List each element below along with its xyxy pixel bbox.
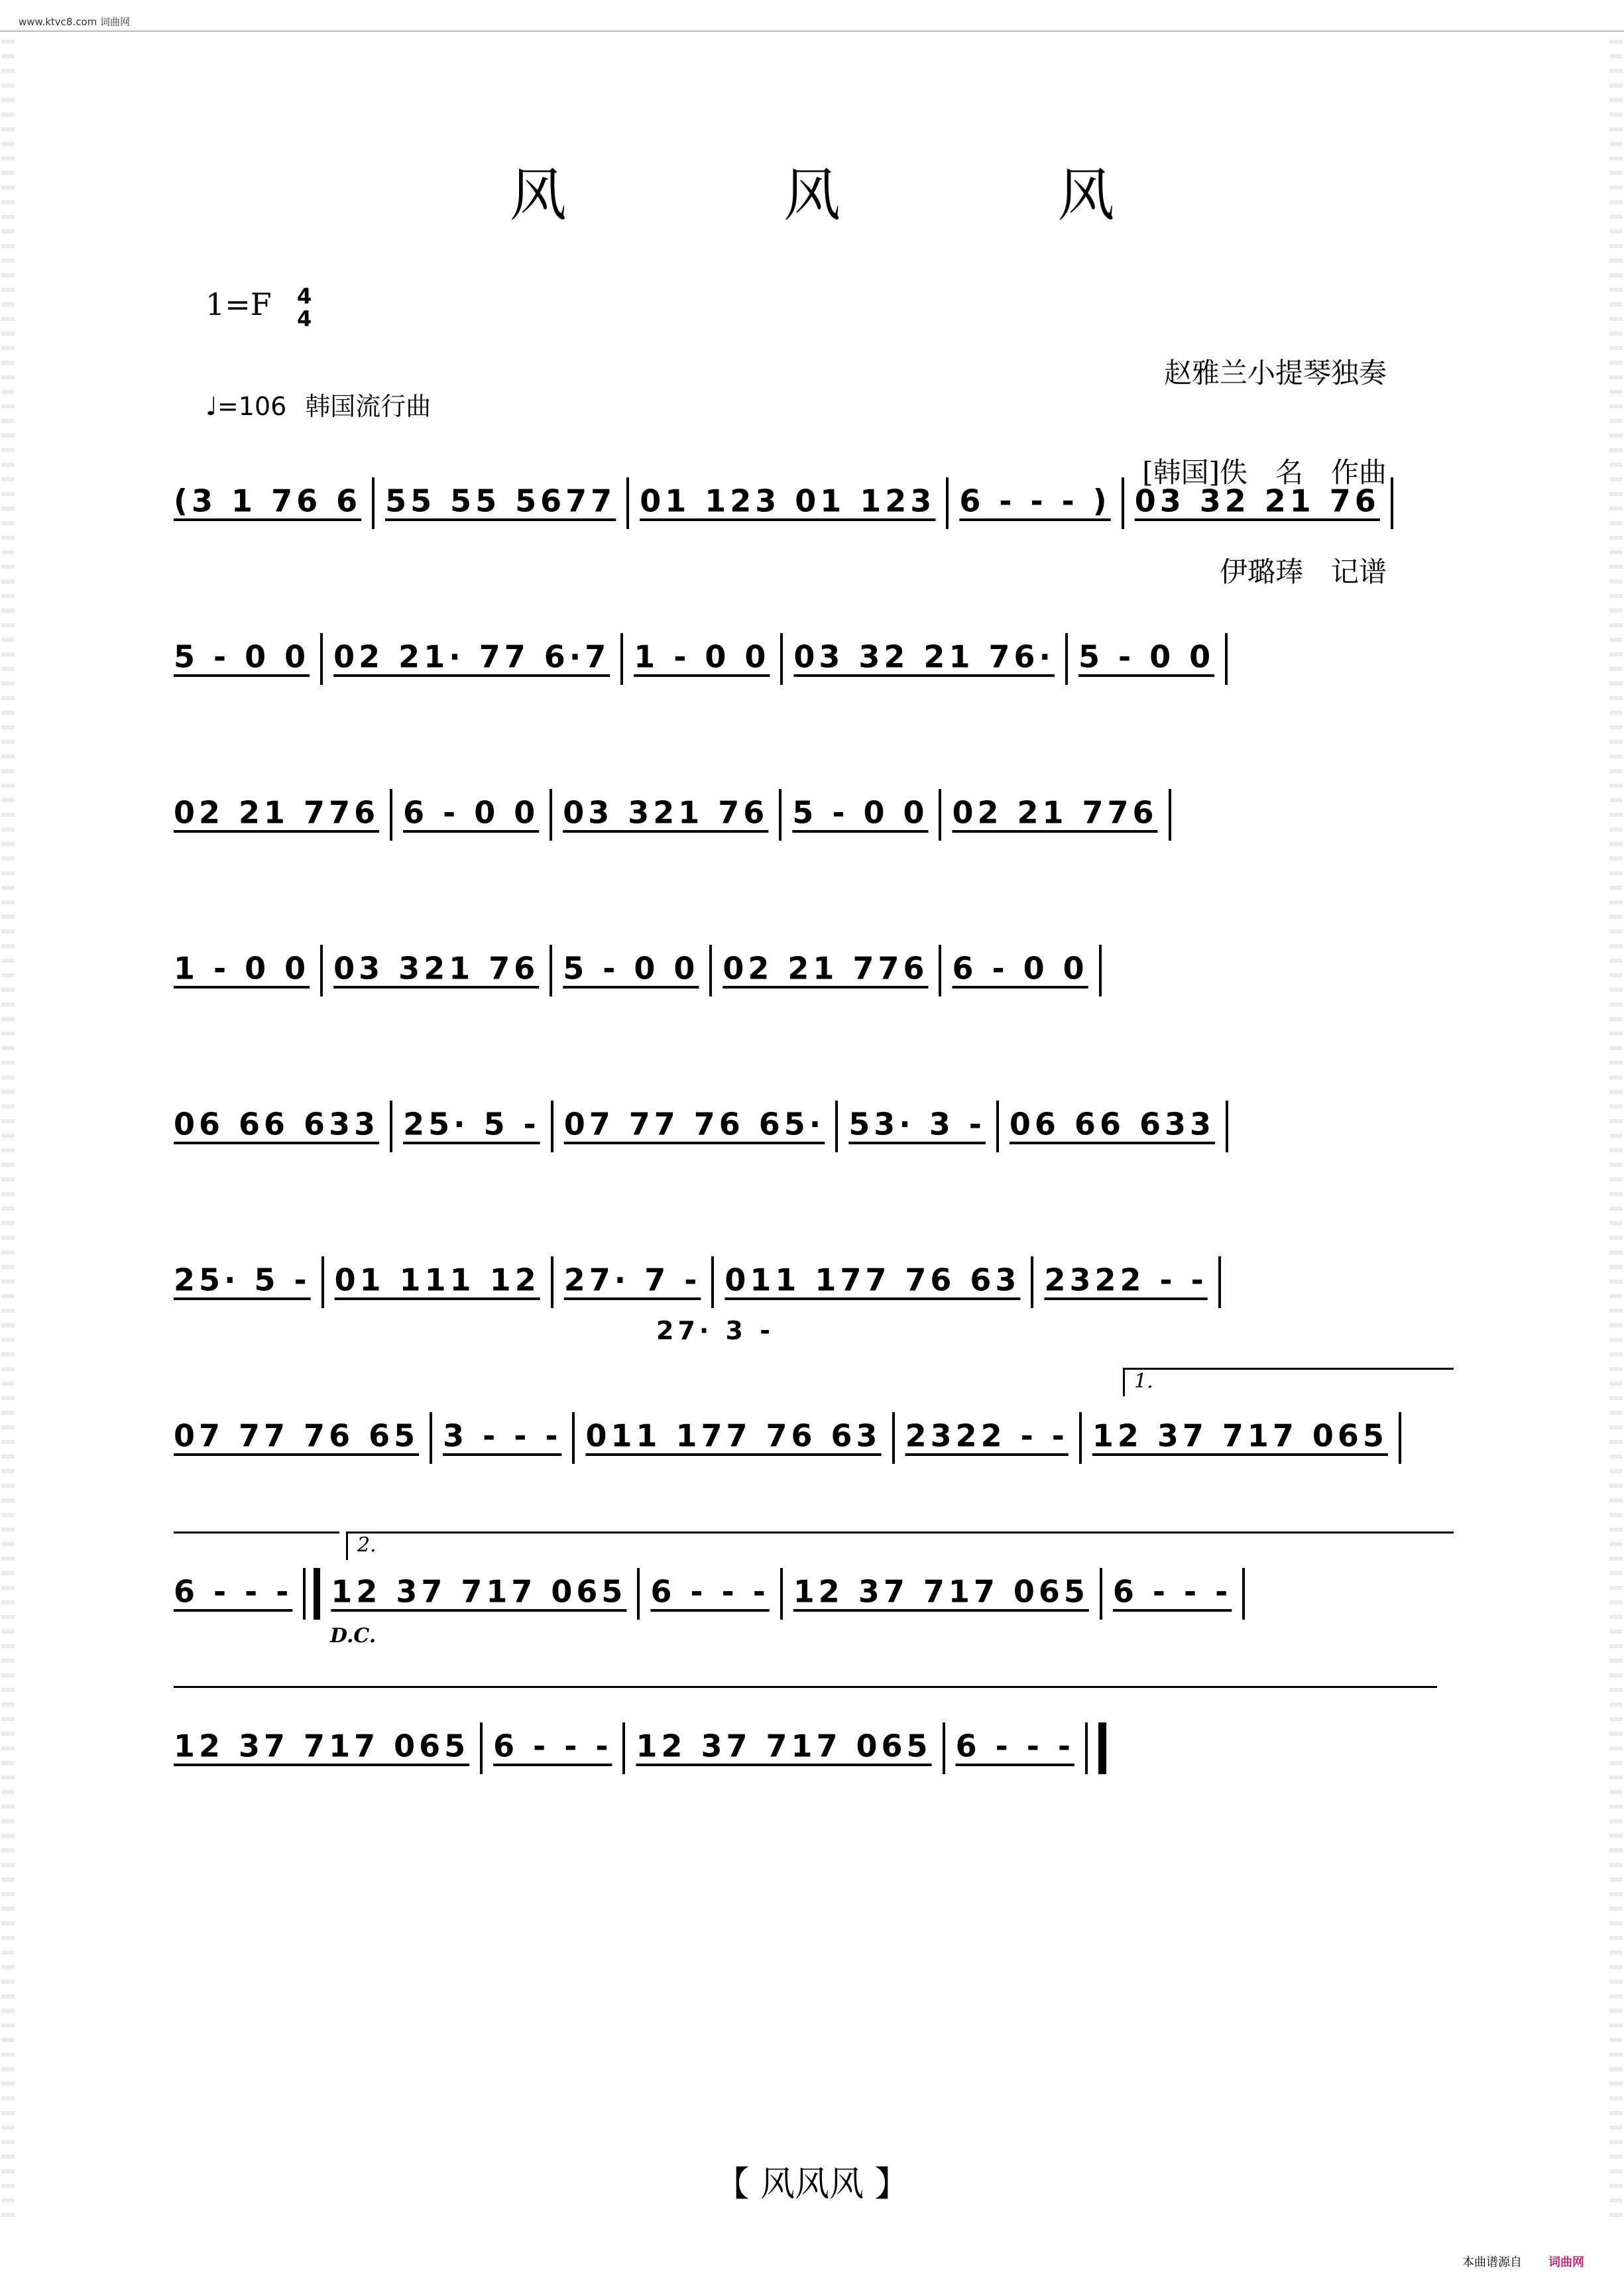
bar-line [572,1412,575,1464]
measure: 5 - 0 0 [792,794,929,831]
measure: 6 - - - ) [959,483,1111,519]
bar-line [320,945,323,996]
measure: 12 37 717 065 [331,1573,627,1610]
measure: 6 - - - [650,1573,770,1610]
left-watermark-strip [1,40,15,2228]
bar-line [1218,1256,1221,1308]
volta-2-label: 2. [357,1533,377,1557]
measure: 12 37 717 065 [1092,1417,1388,1454]
footer-title: 【 风风风 】 [715,2165,909,2204]
measure: 6 - 0 0 [403,794,540,831]
bar-line [711,1256,714,1308]
bar-line [626,477,629,529]
measure: 25· 5 - [403,1106,540,1142]
score-line [174,1568,1458,1620]
site-header: www.ktvc8.com 词曲网 [19,16,131,28]
score-line [174,789,1458,841]
tempo-mark: ♩=106 [205,392,287,421]
measure: 03 321 76 [333,950,540,987]
score-line [174,1101,1458,1152]
measure: 011 177 76 63 [585,1417,882,1454]
measure: 1 - 0 0 [634,638,770,675]
measure: 03 321 76 [563,794,769,831]
score-line [174,633,1458,685]
bar-line [550,789,552,841]
measure: 03 32 21 76· [793,638,1055,675]
measure: 07 77 76 65· [563,1106,825,1142]
score-line [174,1256,1458,1308]
header-divider [0,30,1624,32]
measure: 12 37 717 065 [793,1573,1089,1610]
measure: 53· 3 - [848,1106,986,1142]
bar-line [1100,1568,1102,1620]
measure: 5 - 0 0 [174,638,310,675]
score-line [174,945,1458,996]
bar-line [620,633,623,685]
time-signature-bottom: 4 [297,306,312,331]
measure: 06 66 633 [174,1106,380,1142]
measure: 01 123 01 123 [640,483,936,519]
bar-line [780,633,783,685]
measure: 1 - 0 0 [174,950,310,987]
score-line [174,1412,1458,1464]
alternate-ending-line: 27· 3 - [656,1316,774,1345]
site-logo: 词曲网 [1548,2255,1584,2269]
bar-line [1242,1568,1245,1620]
tempo-line [205,386,431,422]
bar-line [1399,1412,1401,1464]
measure: 5 - 0 0 [1078,638,1215,675]
volta-1-continuation [174,1532,339,1533]
credit-performer: 赵雅兰小提琴独奏 [1163,357,1387,389]
bar-line [780,1568,783,1620]
measure: 03 32 21 76 [1134,483,1380,519]
measure: 02 21 776 [174,794,380,831]
bar-line [779,789,782,841]
measure: 6 - - - [955,1728,1074,1764]
measure: 2322 - - [905,1417,1069,1454]
measure: 02 21· 77 6·7 [333,638,610,675]
source-text: 本曲谱源自 [1462,2255,1522,2269]
bar-line [372,477,375,529]
bar-line [430,1412,432,1464]
bar-line [1099,945,1102,996]
measure: 6 - 0 0 [952,950,1088,987]
bar-line [709,945,712,996]
bar-line [622,1722,625,1774]
bar-line [1122,477,1124,529]
measure: 6 - - - [174,1573,293,1610]
measure: 02 21 776 [723,950,929,987]
genre-label: 韩国流行曲 [305,392,432,421]
bar-line [550,945,552,996]
measure: 02 21 776 [952,794,1158,831]
credit-composer: [韩国]佚 名 作曲 [1142,456,1387,489]
volta-2-bracket [346,1532,1454,1560]
time-signature [297,285,312,330]
measure: 6 - - - [1112,1573,1232,1610]
bar-line [939,789,941,841]
final-bar-line [1098,1722,1106,1774]
source-note [1462,2253,1584,2270]
bar-line [1065,633,1068,685]
bar-line [1226,1101,1228,1152]
measure: 2322 - - [1044,1262,1208,1298]
measure: 5 - 0 0 [563,950,699,987]
key-signature: 1=F [205,286,272,322]
measure: 01 111 12 [334,1262,540,1298]
song-title: 风 风 风 [509,162,1214,229]
volta-1-label: 1. [1134,1370,1153,1393]
bar-line [390,789,392,841]
bar-line [480,1722,483,1774]
measure: 55 55 5677 [385,483,616,519]
bar-line [1225,633,1228,685]
measure: 06 66 633 [1009,1106,1215,1142]
measure: 07 77 76 65 [174,1417,420,1454]
measure: 3 - - - [443,1417,562,1454]
measure: 12 37 717 065 [636,1728,932,1764]
score-line [174,477,1458,529]
measure: 6 - - - [493,1728,612,1764]
bar-line [1031,1256,1033,1308]
bar-line [1391,477,1393,529]
bar-line [892,1412,895,1464]
measure: 011 177 76 63 [725,1262,1021,1298]
credits [1142,290,1387,622]
volta-1-bracket [1123,1368,1454,1396]
right-watermark-strip [1609,40,1623,2228]
bar-line [637,1568,640,1620]
bar-line [303,1568,320,1620]
time-signature-top: 4 [297,284,312,309]
bar-line [1169,789,1171,841]
measure: (3 1 76 6 [174,483,362,519]
bar-line [1085,1722,1088,1774]
bar-line [835,1101,838,1152]
bar-line [946,477,949,529]
bar-line [939,945,941,996]
bar-line [996,1101,999,1152]
bar-line [943,1722,945,1774]
bar-line [321,1256,324,1308]
bar-line [551,1101,553,1152]
measure: 27· 7 - [563,1262,701,1298]
measure: 12 37 717 065 [174,1728,470,1764]
bar-line [551,1256,553,1308]
bar-line [390,1101,392,1152]
bar-line [320,633,323,685]
measure: 25· 5 - [174,1262,311,1298]
bar-line [1079,1412,1082,1464]
score-line [174,1722,1458,1774]
final-bracket [174,1686,1437,1688]
credit-transcriber: 伊璐琫 记谱 [1219,556,1387,588]
da-capo-mark: D.C. [330,1624,377,1648]
